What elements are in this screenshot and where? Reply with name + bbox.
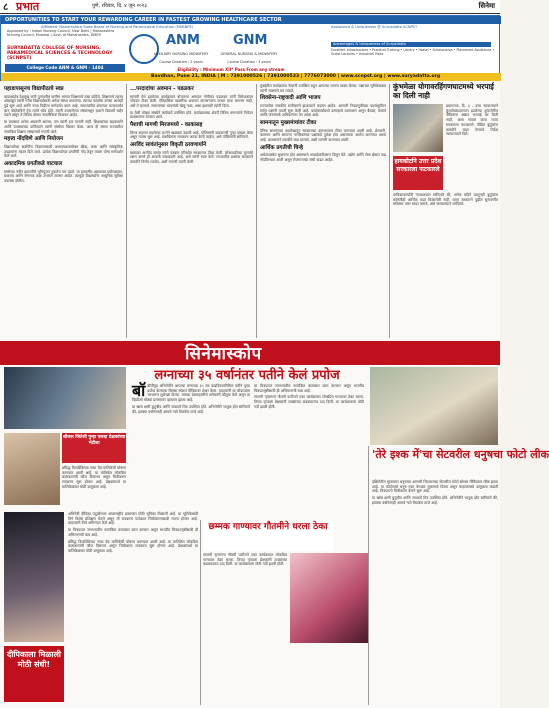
section-name: सिनेमा xyxy=(478,2,495,10)
highlight-box: हायकोर्टाने उत्तर प्रदेश सरकारला फटकारले xyxy=(393,156,443,190)
ad-affiliation: Affiliated: Maharashtra State Board of Nursing and Paramedical Education (MSBNPE) xyxy=(41,25,194,29)
cinema-story-right xyxy=(372,480,498,706)
article-text: प्रयागराज, दि. ३ - उच्च न्यायालयाने कुंभमेळ्यादरम्यान झालेल्या दुर्घटनेतील पीडितांना अद्याप भरपाई का दिली नाही, असा सवाल करत राज्य सरकारला फटकारले. पीडित कुटुंबांना तातडीने मदत देण्याचे निर्देश न्यायालयाने दिले. xyxy=(446,104,498,137)
couple-photo xyxy=(4,367,126,429)
article-headline-kumbh: कुंभमेळा योगावरहिंगणघाटमध्ये भरपाई का दिली नाही xyxy=(393,82,494,100)
cinema-story-main-cont xyxy=(254,384,364,516)
ad-gnm: GNM xyxy=(233,33,268,48)
article-column-4b xyxy=(393,193,498,338)
column-rule xyxy=(368,446,369,705)
article-column-1 xyxy=(4,84,123,338)
article-text: या चित्रपटात जगभरातील नामांकित कलाकार काम करणार असून भारतीय चित्रपटसृष्टीसाठी ही अभिमानाची बाब आहे. xyxy=(68,528,198,537)
cinema-tag-deepika: दीपिकाला मिळाली मोठी संधी! xyxy=(4,646,64,702)
article-text: खासदार अरविंद सावंत यांनी पत्रकार परिषदेत सरकारवर टीका केली. लोकशाहीच्या मूल्यांचे रक्षण करणे ही आपली जबाबदारी आहे, असे त्यांनी स्पष्ट केले. राज्यातील प्रश्नांवर सरकारने तातडीने निर्णय घ्यावेत, अशी मागणी त्यांनी केली. xyxy=(130,150,253,165)
article-headline: अरविंद सावंतांनुसार विकृती ठरवणार्याने xyxy=(130,142,207,149)
column-rule xyxy=(200,520,201,705)
article-text: विद्यार्थ्यांच्या सर्वांगीण विकासासाठी अभ्यासक्रमासोबत क्रीडा, कला आणि सांस्कृतिक उपक्रमांना महत्त्व दिले जाते. प्रत्येक विद्यार्थ्याच्या प्रगतीची नोंद ठेवून त्याला योग्य मार्गदर्शन केले जाते. xyxy=(4,144,123,159)
article-text: या वेळी मोठ्या संख्येने कार्यकर्ते उपस्थित होते. कार्यक्रमाच्या शेवटी विविध मागण्यांचे निवेदन प्रशासनाला देण्यात आले. xyxy=(130,110,253,120)
ad-eligibility: Eligibility : Minimum XII* Pass From any stream xyxy=(177,67,285,72)
article-text: या चित्रपटात जगभरातील नामांकित कलाकार काम करणार असून भारतीय चित्रपटसृष्टीसाठी ही अभिमानाची बाब आहे. xyxy=(254,384,364,393)
cinema-story-left xyxy=(62,466,126,506)
deepika-photo xyxy=(4,512,64,642)
ad-anm-desc: AUXILIARY NURSING MIDWIFERY xyxy=(153,52,209,56)
actress-photo xyxy=(4,433,60,505)
dancer-photo xyxy=(290,553,368,643)
article-column-2 xyxy=(130,84,253,338)
article-text: सांगली येथे झालेल्या कार्यक्रमात बोलताना आमदार गोपीचंद पडळकर यांनी विरोधकांवर जोरदार टीका केली. ऐतिहासिक व्यक्तींचा अवमान करणाऱ्यांना जनता माफ करणार नाही, असे ते म्हणाले. समाजाच्या भावनांशी खेळू नका, असा इशाराही त्यांनी दिला. xyxy=(130,94,253,108)
ad-campus-title: Assistance & Uniqueness @ Suryadatta SCNPST xyxy=(331,25,418,29)
ad-gnm-duration: Course Duration : 3 years xyxy=(227,60,271,64)
article-text: याचिकाकर्त्यांनी न्यायालयात सांगितले की, अनेक महिने उलटूनही कुटुंबांना कोणतीही आर्थिक मदत मिळालेली नाही. यावर सरकारने पुढील सुनावणीत सविस्तर उत्तर सादर करावे, असे न्यायालयाने सांगितले. xyxy=(393,193,498,207)
article-text: लावणी नृत्यांगना गौतमी पाटीलने एका कार्यक्रमात लोकप्रिय गाण्यावर ठेका धरला. तिच्या नृत्याला प्रेक्षकांनी टाळ्यांच्या कडकडाटात दाद दिली. या कार्यक्रमाला मोठी गर्दी झाली होती. xyxy=(203,553,287,567)
cinema-banner-title: सिनेमास्कोप xyxy=(185,344,262,364)
page-number: ८ xyxy=(3,2,9,13)
article-headline: पैशाची मागणी मिरजमध्ये - काकासह xyxy=(130,122,203,129)
article-text: दक्षिणेतील सुपरस्टार धनुषच्या आगामी चित्रपटाच्या सेटवरील फोटो सोशल मीडियावर लीक झाला आहे. या फोटोमध्ये धनुष एका वेगळ्या लूकमध्ये दिसत असून चाहत्यांमध्ये उत्सुकता वाढली आहे. चित्रपटाचे चित्रीकरण वेगाने सुरू आहे. xyxy=(372,480,498,494)
gautami-headline-box xyxy=(203,521,333,551)
article-text: मिरज शहरात घडलेल्या घटनेने खळबळ उडाली आहे. पोलिसांनी याप्रकरणी गुन्हा दाखल केला असून तपास सुरू आहे. संशयितांना लवकरच अटक केली जाईल, असे पोलिसांनी सांगितले. xyxy=(130,130,253,140)
article-headline: शिवसेना-राष्ट्रवादी आणि भाजप xyxy=(260,95,321,102)
article-text: बाळासाहेब देशमुख यांनी पुण्यातील ग्रामीण भागात शिक्षणाचे स्वप्न पाहिले. शिक्षणाचे महत्त्व ओळखून त्यांनी गरीब विद्यार्थ्यांसाठी अनेक संस्था उभारल्या. त्यांच्या कार्याचा वारसा आजही पुढे सुरू आहे आणि नव्या पिढीला मार्गदर्शन करत आहे. समाजातील शेवटच्या घटकापर्यंत ज्ञान पोहोचविणे हेच त्यांचे ध्येय होते. त्यांनी उभारलेल्या संस्थांमधून हजारो विद्यार्थी बाहेर पडले असून ते विविध क्षेत्रात नावलौकिक मिळवत आहेत. xyxy=(4,94,123,118)
cinema-story-main xyxy=(132,381,250,516)
article-text: मुंबईतील कार्यक्रमात नेत्यांनी उपस्थित राहून आपल्या भावना व्यक्त केल्या. पक्षाच्या भूमिकेबाबत त्यांनी स्पष्टपणे मत मांडले. xyxy=(260,84,386,93)
ad-anm: ANM xyxy=(166,33,200,48)
cinema-story-mid xyxy=(203,553,287,703)
article-headline: आर्थिक प्रगतीची चिन्हे xyxy=(260,144,303,151)
column-rule xyxy=(256,84,257,338)
article-column-4a xyxy=(446,104,498,182)
college-advertisement[interactable] xyxy=(0,15,500,81)
ad-approvals: Approved by : Indian Nursing Council, New Delhi | Maharashtra Nursing Council, Mumbai | Govt. of Maharashtra, DMER xyxy=(7,29,115,38)
article-headline: अकादमिक प्रगतीकडे वाटचाल xyxy=(4,160,63,167)
date-line: पुणे, रविवार, दि. ४ जून २०२३ xyxy=(92,3,147,9)
article-headline: सामनातून मुख्यमंत्र्यांवर टीका xyxy=(260,120,317,127)
ad-college-code: College Code ANM & GNM - 1404 xyxy=(5,64,125,72)
article-text: बॉबॉलीवूड अभिनेत्रीने आपल्या लग्नाच्या ३५ व्या वाढदिवसानिमित्त पतीने पुन्हा प्रपोज केल्याचा किस्सा सोशल मीडियावर शेअर केला. चाहत्यांनी या जोडप्याला भरभरून शुभेच्छा दिल्या. त्यांच्या प्रेमकहाणीचे अनेकांनी कौतुक केले असून हा व्हिडीओ मोठ्या प्रमाणावर व्हायरल झाला आहे. xyxy=(132,381,250,403)
column-rule xyxy=(389,84,390,338)
article-text: राज्यातील राजकीय समीकरणे झपाट्याने बदलत आहेत. आगामी निवडणुकीच्या पार्श्वभूमीवर सर्वच पक्षांनी तयारी सुरू केली आहे. कार्यकर्त्यांमध्ये उत्साहाचे वातावरण असून बैठका, मेळावे आणि जनसंपर्क अभियानांना वेग आला आहे. xyxy=(260,104,386,118)
cinema-story-bottom xyxy=(68,512,198,704)
ad-contact-bar[interactable]: Bavdhan, Pune 21, INDIA | M : 7391000526 | 7391000533 | 7776073000 | www.scnpst.org | www.suryadatta.org xyxy=(1,73,501,81)
article-text: प्रसिद्ध दिग्दर्शिकेच्या नव्या वेब मालिकेची घोषणा करण्यात आली आहे. या मालिकेत लोकप्रिय कलाकारांची फौज दिसणार असून चित्रीकरण लवकरच सुरू होणार आहे. प्रेक्षकांमध्ये या मालिकेबाबत मोठी उत्सुकता आहे. xyxy=(62,466,126,489)
article-text: या खास क्षणी कुटुंबीय आणि जवळचे मित्र उपस्थित होते. अभिनेत्रीने भावूक होत सांगितले की, इतक्या वर्षांनंतरही आमचे नाते तितकेच ताजे आहे. xyxy=(132,404,250,414)
actor-photo xyxy=(370,367,498,445)
ad-college-name: SURYADATTA COLLEGE OF NURSING, PARAMEDICAL SCIENCES & TECHNOLOGY (SCNPST) xyxy=(7,46,113,61)
article-headline: ...परदादांचा अवमान - पडळकर xyxy=(130,86,194,92)
ad-top-bar: OPPORTUNITIES TO START YOUR REWARDING CAREER IN FASTEST GROWING HEALTHCARE SECTOR xyxy=(1,16,501,24)
news-photo xyxy=(393,104,443,152)
article-text: लावणी नृत्यांगना गौतमी पाटीलने एका कार्यक्रमात लोकप्रिय गाण्यावर ठेका धरला. तिच्या नृत्याला प्रेक्षकांनी टाळ्यांच्या कडकडाटात दाद दिली. या कार्यक्रमाला मोठी गर्दी झाली होती. xyxy=(254,395,364,409)
article-headline: पहाडापासूनच विद्यापीठाचे स्वप्न xyxy=(4,86,64,92)
cinema-mid-headline: छम्मक गाण्यावर गौतमीने धरला ठेका xyxy=(208,522,328,532)
article-text: अर्थव्यवस्थेत सुधारणा होत असल्याचे आकडेवारीवरून दिसून येते. उद्योग आणि सेवा क्षेत्रात वाढ नोंदविण्यात आली असून रोजगाराच्या संधी वाढत आहेत. xyxy=(260,153,386,163)
article-column-3 xyxy=(260,84,386,338)
ad-facilities: Excellent Infrastructure • Practical Training • Library • Hostel • Scholarships • Placement Assistance • Guest Lectures • Industrial Visits xyxy=(331,48,495,56)
newspaper-logo: प्रभात xyxy=(16,0,40,13)
article-headline: महत्त्व नोंदविणे आणि नियोजन xyxy=(4,136,64,143)
cinema-right-headline: 'तेरे इश्क में'चा सेटवरील धनुषचा फोटो लीक xyxy=(372,448,549,461)
article-text: प्रसिद्ध दिग्दर्शिकेच्या नव्या वेब मालिकेची घोषणा करण्यात आली आहे. या मालिकेत लोकप्रिय कलाकारांची फौज दिसणार असून चित्रीकरण लवकरच सुरू होणार आहे. प्रेक्षकांमध्ये या मालिकेबाबत मोठी उत्सुकता आहे. xyxy=(68,539,198,553)
article-text: अभिनेत्री दीपिका पदुकोणला आंतरराष्ट्रीय प्रकल्पात मोठी भूमिका मिळाली आहे. या भूमिकेसाठी तिने विशेष प्रशिक्षण घेतले असून ती लवकरच परदेशात चित्रीकरणासाठी रवाना होणार आहे. चाहत्यांनी तिचे अभिनंदन केले आहे. xyxy=(68,512,198,526)
ad-facilities-heading: Advantages & Uniqueness of Suryadatta xyxy=(331,42,491,47)
ad-anm-duration: Course Duration : 2 years xyxy=(159,60,203,64)
article-text: या प्रवासात अनेक अडचणी आल्या; पण त्यांनी हार मानली नाही. शिक्षकांच्या सहकार्याने आणि ग्रामस्थांच्या पाठिंब्याने त्यांनी संस्थेचा विस्तार केला. आज ही संस्था राज्यातील नामांकित शिक्षण संस्थांमध्ये गणली जाते. xyxy=(4,120,123,134)
ad-gnm-desc: GENERAL NURSING & MIDWIFERY xyxy=(220,52,278,56)
article-text: दैनिक सामनाच्या अग्रलेखातून सरकारच्या कारभारावर टीका करण्यात आली आहे. शेतकरी, कामगार आणि सामान्य नागरिकांच्या प्रश्नांकडे दुर्लक्ष होत असल्याचा आरोप करण्यात आला आहे. प्रशासनाने तातडीने लक्ष घालावे, अशी मागणी करण्यात आली. xyxy=(260,128,386,143)
column-rule xyxy=(126,84,127,338)
masthead xyxy=(0,0,500,14)
cinema-tag-box: श्रीजल जितेशी पुन्हा एकदा प्रेक्षकांच्या भेटीला xyxy=(62,433,126,463)
article-text: संस्थेच्या नवीन इमारतीचे भूमिपूजन नुकतेच पार पडले. या इमारतीत अद्ययावत प्रयोगशाळा, ग्रंथालय आणि संगणक कक्ष उभारले जाणार आहेत. त्यामुळे विद्यार्थ्यांना आधुनिक सुविधा उपलब्ध होतील. xyxy=(4,169,123,183)
article-text: या खास क्षणी कुटुंबीय आणि जवळचे मित्र उपस्थित होते. अभिनेत्रीने भावूक होत सांगितले की, इतक्या वर्षांनंतरही आमचे नाते तितकेच ताजे आहे. xyxy=(372,496,498,505)
cinema-main-headline: लग्नाच्या ३५ वर्षानंतर पतीने केलं प्रपोज xyxy=(154,368,340,383)
cinema-section-banner xyxy=(0,341,500,365)
